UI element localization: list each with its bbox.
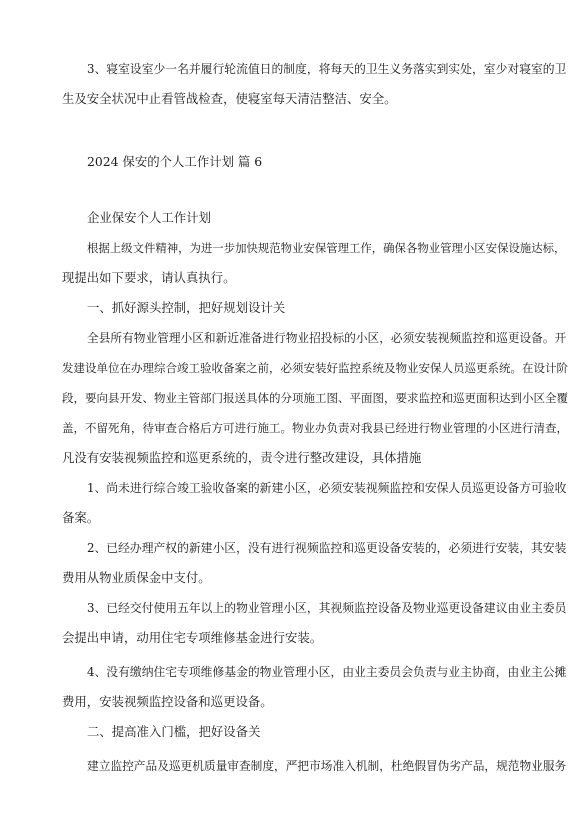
list-item-line: 会提出申请，动用住宅专项维修基金进行安装。	[62, 630, 323, 645]
list-item-line: 1、尚未进行综合竣工验收备案的新建小区，必须安装视频监控和安保人员巡更设备方可验收	[87, 481, 567, 495]
paragraph-line: 生及安全状况中止看管战检查，使寝室每天清洁整洁、安全。	[62, 91, 397, 106]
list-item-line: 4、没有缴纳住宅专项维修基金的物业管理小区，由业主委员会负责与业主协商，由业主公摊	[87, 665, 567, 679]
paragraph-line: 盖，不留死角，待审查合格后方可进行施工。物业办负责对我县已经进行物业管理的小区进行清查，	[62, 421, 568, 435]
paragraph-line: 发建设单位在办理综合竣工验收备案之前，必须安装好监控系统及物业安保人员巡更系统。在设计阶	[62, 361, 568, 375]
subheading: 一、抓好源头控制，把好规划设计关	[87, 300, 286, 315]
paragraph-line: 3、寝室设室少一名并履行轮流值日的制度，将每天的卫生义务落实到实处，室少对寝室的卫	[87, 62, 567, 76]
list-item-line: 备案。	[62, 510, 100, 525]
paragraph-line: 凡没有安装视频监控和巡更系统的，责令进行整改建设，具体措施	[62, 450, 422, 465]
list-item-line: 2、已经办理产权的新建小区，没有进行视频监控和巡更设备安装的，必须进行安装，其安装	[87, 541, 567, 555]
subheading: 二、提高准入门槛，把好设备关	[87, 724, 261, 739]
list-item-line: 费用从物业质保金中支付。	[62, 570, 211, 585]
paragraph-line: 段，要向县开发、物业主管部门报送具体的分项施工图、平面图，要求监控和巡更面积达到小区全覆	[62, 391, 568, 405]
document-heading: 企业保安个人工作计划	[87, 210, 211, 225]
list-item-line: 3、已经交付使用五年以上的物业管理小区，其视频监控设备及物业巡更设备建议由业主委员	[87, 601, 567, 615]
section-title: 2024 保安的个人工作计划 篇 6	[87, 154, 263, 169]
paragraph-line: 现提出如下要求，请认真执行。	[62, 270, 236, 285]
paragraph-line: 建立监控产品及巡更机质量审查制度，严把市场准入机制，杜绝假冒伪劣产品，规范物业服务	[87, 759, 567, 773]
paragraph-line: 根据上级文件精神，为进一步加快规范物业安保管理工作，确保各物业管理小区安保设施达标，	[87, 241, 566, 255]
paragraph-line: 全县所有物业管理小区和新近准备进行物业招投标的小区，必须安装视频监控和巡更设备。开	[87, 331, 567, 345]
list-item-line: 费用，安装视频监控设备和巡更设备。	[62, 694, 273, 709]
